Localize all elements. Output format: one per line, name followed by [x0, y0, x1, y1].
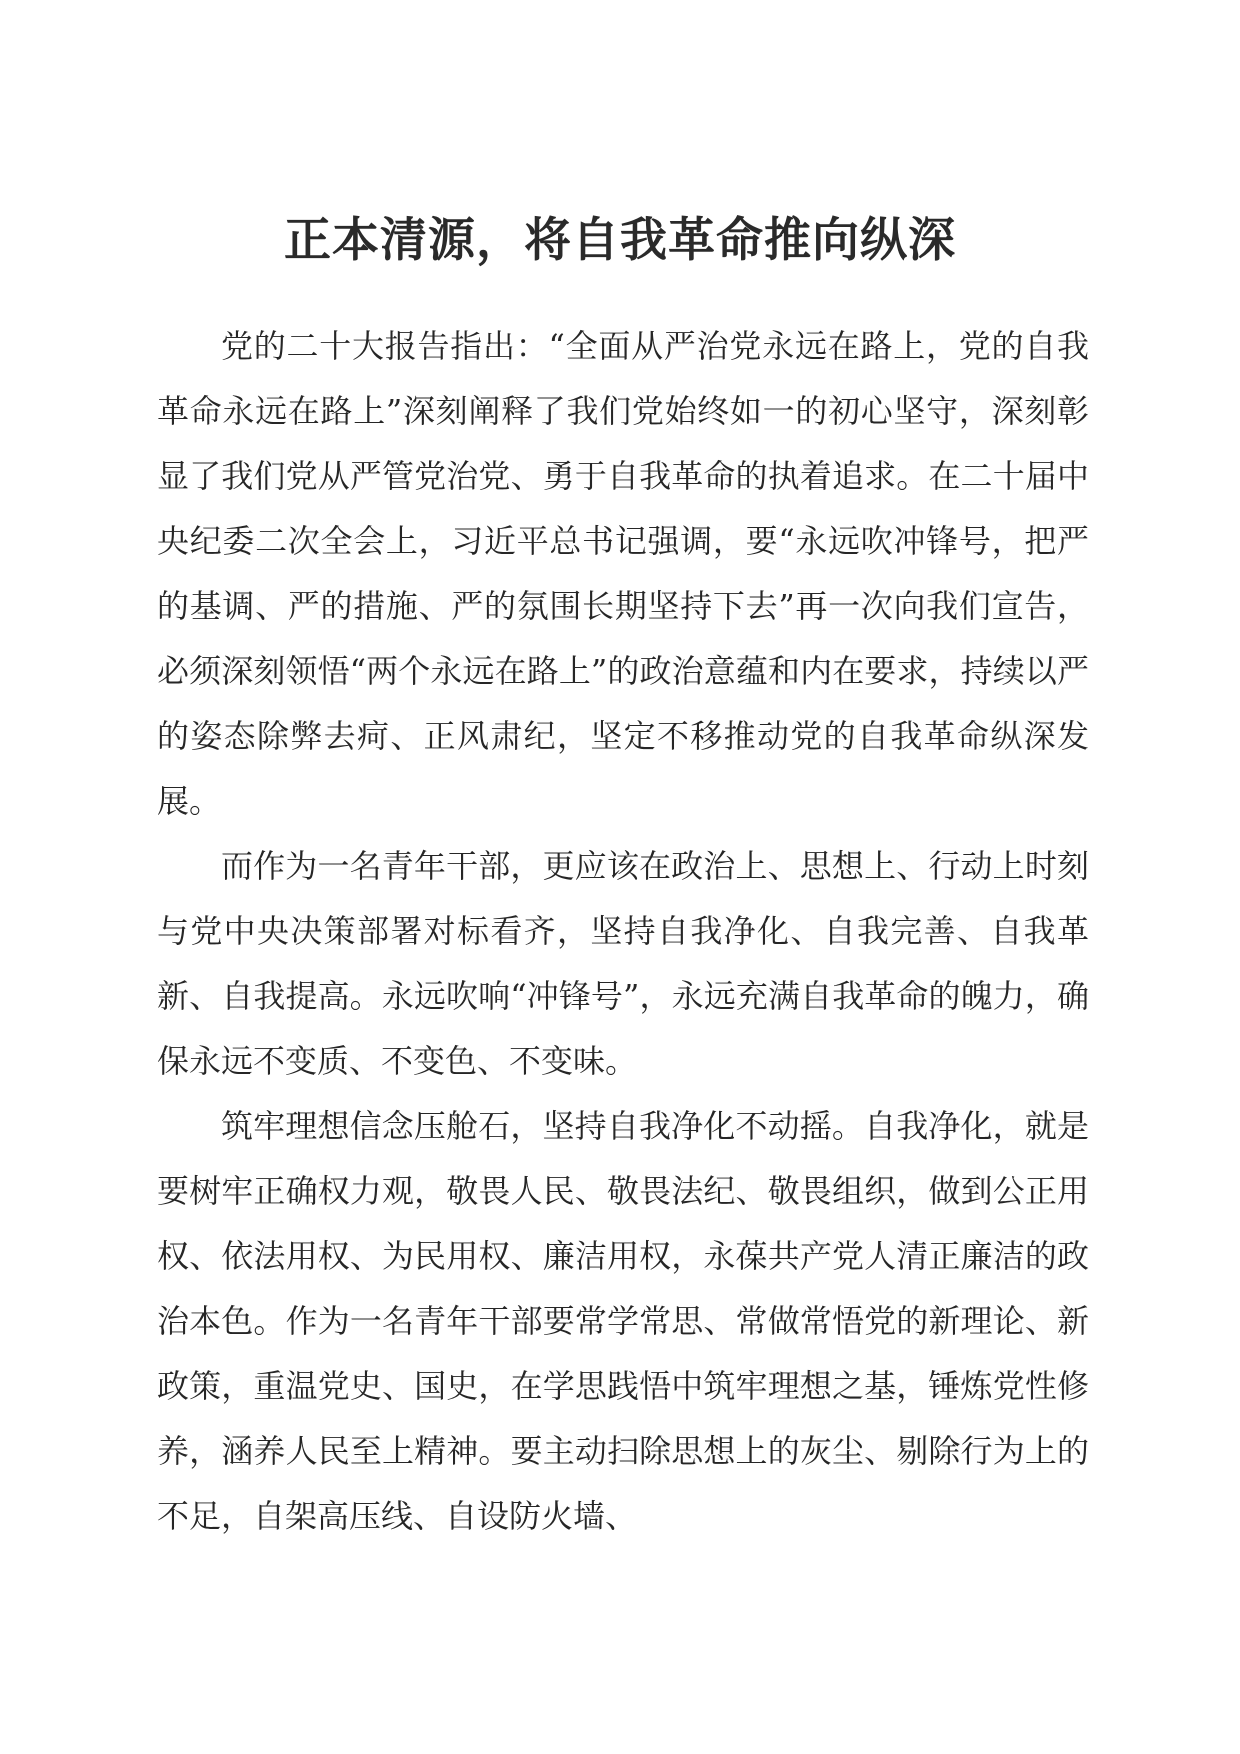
document-body: [157, 314, 1089, 1549]
paragraph: 党的二十大报告指出：“全面从严治党永远在路上，党的自我革命永远在路上”深刻阐释了我们党始终如一的初心坚守，深刻彰显了我们党从严管党治党、勇于自我革命的执着追求。在二十届中央纪委二次全会上，习近平总书记强调，要“永远吹冲锋号，把严的基调、严的措施、严的氛围长期坚持下去”再一次向我们宣告，必须深刻领悟“两个永远在路上”的政治意蕴和内在要求，持续以严的姿态除弊去疴、正风肃纪，坚定不移推动党的自我革命纵深发展。: [157, 327, 1089, 820]
document-title: 正本清源，将自我革命推向纵深: [284, 213, 956, 269]
paragraph: 而作为一名青年干部，更应该在政治上、思想上、行动上时刻与党中央决策部署对标看齐，坚持自我净化、自我完善、自我革新、自我提高。永远吹响“冲锋号”，永远充满自我革命的魄力，确保永远不变质、不变色、不变味。: [157, 847, 1089, 1080]
paragraph: 筑牢理想信念压舱石，坚持自我净化不动摇。自我净化，就是要树牢正确权力观，敬畏人民、敬畏法纪、敬畏组织，做到公正用权、依法用权、为民用权、廉洁用权，永葆共产党人清正廉洁的政治本色。作为一名青年干部要常学常思、常做常悟党的新理论、新政策，重温党史、国史，在学思践悟中筑牢理想之基，锤炼党性修养，涵养人民至上精神。要主动扫除思想上的灰尘、剔除行为上的不足，自架高压线、自设防火墙、: [157, 1107, 1089, 1535]
